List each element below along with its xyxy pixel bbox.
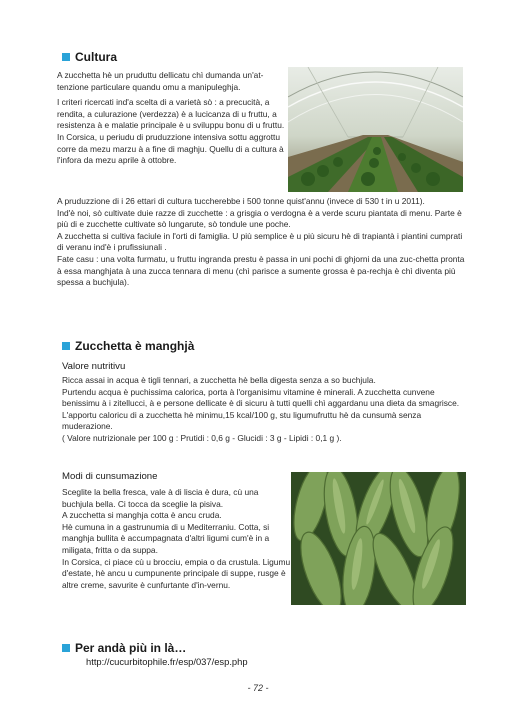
cultura-text-left: [57, 70, 287, 167]
section-heading-more: [62, 641, 186, 655]
page-number: - 72 -: [247, 683, 269, 693]
paragraph: A zucchetta si manghja cotta è ancu cruda.: [62, 510, 222, 521]
section-heading-manghja: [62, 339, 194, 353]
heading-square-icon: [62, 644, 70, 652]
paragraph: A pruduzzione di i 26 ettari di cultura tuccherebbe i 500 tonne quist'annu (invece di 530 t in u 2011).: [57, 196, 425, 206]
cultura-text-full: [57, 196, 465, 289]
paragraph: In Corsica, ci piace cù u brocciu, empia o da crustula. Ligumu d'estate, hè ancu u cumpunente principale di suppe, rusge è altre creme, savurite è cunfurtante d'in-vernu.: [62, 556, 291, 590]
paragraph: I criteri ricercati ind'a scelta di a varietà sò : a precucità, a rendita, a culurazione (verdezza) è a lucicanza di u fruttu, a resistenza à e malatie principale è u sviluppu bonu di u fruttu.: [57, 97, 285, 131]
section-title: Zucchetta è manghjà: [75, 339, 195, 353]
section-heading-cultura: [62, 50, 117, 64]
subheading-modi: Modi di cunsumazione: [62, 471, 158, 482]
zucchini-photo: [291, 472, 466, 605]
paragraph: Purtendu acqua è puchissima calorica, porta à l'organisimu vitamine è minerali. A zucchetta cunvene benissimu à i zitellucci, à e persone dellicate è di sicuru à tutti quelli chì aggardanu una dieta da smagrisce.: [62, 386, 460, 409]
modi-text: [62, 487, 291, 591]
paragraph: Hè cumuna in a gastrunumia di u Mediterraniu. Cotta, si manghja bullita è accumpagnata d'altri ligumi cum'è in a miligata, fritta o da suppa.: [62, 521, 270, 555]
paragraph: Ricca assai in acqua è tigli tennari, a zucchetta hè bella digesta senza a so buchjula.: [62, 375, 376, 385]
paragraph: Sceglite la bella fresca, vale à di liscia è dura, cù una buchjula bella. Ci tocca da sceglie la pisiva.: [62, 487, 259, 509]
heading-square-icon: [62, 342, 70, 350]
paragraph: Ind'è noi, sò cultivate duie razze di zucchette : a grisgia o verdogna è a verde scuru piantata di menu. Parte è più di e zucchette cultivate sò lungarute, sò tondule une poche.: [57, 207, 462, 230]
greenhouse-photo: [288, 67, 463, 192]
paragraph: In Corsica, u periudu di pruduzzione intensiva sottu aggrottu corre da mezu marzu à a fine di maghju. Quellu di a cultura à l'infora da mezu aprile à ottobre.: [57, 131, 284, 166]
paragraph: ( Valore nutrizionale per 100 g : Prutidi : 0,6 g - Glucidi : 3 g - Lipidi : 0,1 g ).: [62, 432, 342, 443]
subheading-valore: Valore nutritivu: [62, 361, 126, 372]
heading-square-icon: [62, 53, 70, 61]
paragraph: A zucchetta hè un pruduttu dellicatu chì dumanda un'at-tenzione particulare quandu omu a manipuleghja.: [57, 70, 264, 92]
section-title: Cultura: [75, 50, 117, 64]
valore-text: [62, 375, 465, 445]
paragraph: Fate casu : una volta furmatu, u fruttu ingranda prestu è passa in uni pochi di ghjorni da una zuc-chetta pronta à essa manghjata à una zucca tennara di menu (chì parisce a sumente grossa è pa-rechja è chì diventa più spessa a buchjula).: [57, 253, 465, 288]
reference-link[interactable]: http://cucurbitophile.fr/esp/037/esp.php: [86, 656, 248, 667]
section-title: Per andà più in là…: [75, 641, 187, 655]
paragraph: L'apportu caloricu di a zucchetta hè minimu,15 kcal/100 g, stu ligumufruttu hè da cunsumà senza muderazione.: [62, 409, 422, 432]
paragraph: A zucchetta si cultiva faciule in l'orti di famiglia. U più semplice è u più sicuru hè di trapiantà i piantini cumprati di veranu ind'è i prufissiunali .: [57, 230, 463, 253]
